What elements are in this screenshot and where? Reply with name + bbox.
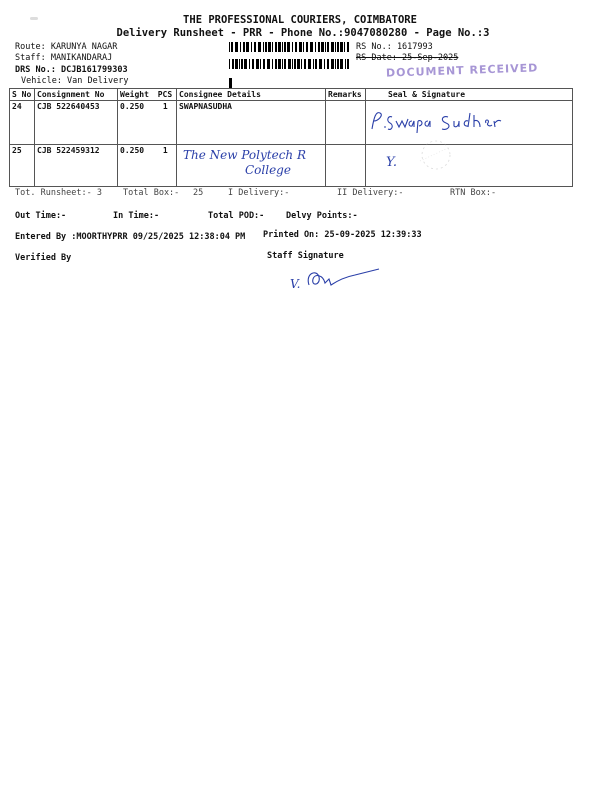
barcode-bar	[229, 59, 230, 69]
staff-signature-label: Staff Signature	[267, 251, 344, 261]
entered-by: Entered By :MOORTHYPRR 09/25/2025 12:38:04 PM	[15, 232, 246, 242]
total-pod: Total POD:-	[208, 211, 265, 221]
barcode-bar	[331, 42, 334, 52]
barcode-bar	[278, 59, 281, 69]
barcode-bar	[315, 59, 317, 69]
barcode-bar	[347, 42, 349, 52]
cell-weight-pcs	[118, 145, 177, 187]
barcode-bar	[306, 42, 308, 52]
total-box-value: 25	[193, 188, 204, 198]
cell-remarks	[326, 101, 366, 145]
barcode-bar	[294, 59, 296, 69]
barcode-bar	[337, 42, 339, 52]
staff-label: Staff: MANIKANDARAJ	[15, 53, 113, 63]
barcode-bar	[315, 42, 316, 52]
col-sno: S No	[10, 89, 35, 101]
barcode-bar	[272, 42, 273, 52]
barcode-bar	[229, 42, 230, 52]
barcode-bar	[327, 59, 329, 69]
tot-runsheet: Tot. Runsheet:- 3	[15, 188, 102, 198]
cell-pcs: 1	[162, 102, 168, 111]
barcode-bar	[292, 42, 293, 52]
col-consignee: Consignee Details	[177, 89, 326, 101]
cell-sno: 24	[10, 101, 35, 145]
barcode-bar	[297, 59, 300, 69]
barcode-bar	[303, 42, 304, 52]
runsheet-subtitle: Delivery Runsheet - PRR - Phone No.:9047080280 - Page No.:3	[116, 27, 490, 39]
col-weight	[118, 89, 177, 101]
cell-consignee: SWAPNASUDHA	[177, 101, 326, 145]
col-seal-signature: Seal & Signature	[366, 89, 573, 101]
barcode-bar	[292, 59, 293, 69]
barcode-bar	[256, 59, 259, 69]
out-time: Out Time:-	[15, 211, 67, 221]
barcode-bar	[263, 42, 264, 52]
barcode-bar	[295, 42, 297, 52]
verified-by: Verified By	[15, 253, 72, 263]
staff-sign-stroke	[287, 265, 387, 300]
barcode-bar	[325, 42, 326, 52]
faint-seal-mark	[406, 137, 486, 173]
cell-consignee	[177, 145, 326, 187]
cell-consignment: CJB 522640453	[35, 101, 118, 145]
barcode-bar	[313, 59, 314, 69]
cell-remarks	[326, 145, 366, 187]
barcode-bar	[244, 59, 247, 69]
barcode-bar	[251, 42, 252, 52]
barcode-bar	[288, 59, 291, 69]
barcode-bar	[340, 59, 343, 69]
barcode-top	[229, 42, 353, 52]
barcode-bar	[324, 59, 325, 69]
barcode-bar	[258, 42, 261, 52]
barcode-bar	[331, 59, 334, 69]
received-stamp: DOCUMENT RECEIVED	[385, 61, 539, 80]
barcode-bar	[299, 42, 302, 52]
in-time: In Time:-	[113, 211, 160, 221]
rtn-box: RTN Box:-	[450, 188, 497, 198]
runsheet-table	[9, 88, 573, 187]
barcode-bar	[287, 42, 290, 52]
barcode-bar	[263, 59, 265, 69]
barcode-bar	[335, 42, 336, 52]
col-consignment: Consignment No	[35, 89, 118, 101]
col-pcs-label: PCS	[157, 90, 173, 99]
barcode-bar	[235, 42, 238, 52]
barcode-bar	[335, 59, 336, 69]
staff-handwritten-signature	[287, 265, 387, 300]
rs-number: RS No.: 1617993	[356, 42, 433, 52]
handwritten-signature-2: Y.	[386, 155, 398, 170]
company-title: THE PROFESSIONAL COURIERS, COIMBATORE	[183, 14, 417, 26]
cell-weight: 0.250	[120, 102, 145, 111]
delvy-points: Delvy Points:-	[286, 211, 358, 221]
barcode-bar	[232, 59, 234, 69]
barcode-bar	[345, 59, 346, 69]
total-box-label: Total Box:-	[123, 188, 180, 198]
barcode-bar	[241, 59, 243, 69]
barcode-bar	[254, 42, 256, 52]
barcode-bar	[284, 42, 286, 52]
barcode-bottom	[229, 59, 353, 69]
table-row	[10, 145, 573, 187]
barcode-bar	[252, 59, 254, 69]
handwritten-consignee-line2: College	[245, 163, 291, 177]
barcode-bar	[337, 59, 339, 69]
barcode-bar	[240, 42, 241, 52]
barcode-bar	[235, 59, 238, 69]
barcode-bar	[321, 42, 324, 52]
barcode-bar	[231, 42, 233, 52]
barcode-bar	[272, 59, 273, 69]
barcode-bar	[340, 42, 343, 52]
ii-delivery: II Delivery:-	[337, 188, 404, 198]
staff-sign-initial: V.	[290, 277, 301, 291]
vehicle-label: Vehicle: Van Delivery	[21, 76, 129, 86]
cell-signature	[366, 145, 573, 187]
barcode-bar	[304, 59, 306, 69]
barcode-bar	[275, 42, 277, 52]
cell-sno: 25	[10, 145, 35, 187]
barcode-bar	[301, 59, 302, 69]
col-remarks: Remarks	[326, 89, 366, 101]
cell-weight-pcs	[118, 101, 177, 145]
handwritten-signature-1	[366, 107, 506, 137]
barcode-bar	[275, 59, 277, 69]
col-weight-label: Weight	[120, 90, 149, 99]
route-label: Route: KARUNYA NAGAR	[15, 42, 118, 52]
barcode-bar	[319, 59, 322, 69]
barcode-bar	[246, 42, 249, 52]
cell-consignment: CJB 522459312	[35, 145, 118, 187]
barcode-bar	[308, 59, 311, 69]
printed-on: Printed On: 25-09-2025 12:39:33	[263, 230, 422, 240]
cell-weight: 0.250	[120, 146, 145, 155]
handwritten-consignee-line1: The New Polytech R	[183, 148, 306, 162]
barcode-bar	[347, 59, 349, 69]
barcode-bar	[249, 59, 250, 69]
rs-date: RS Date: 25-Sep-2025	[356, 53, 459, 63]
barcode-bar	[265, 42, 267, 52]
barcode-bar	[327, 42, 329, 52]
barcode-bar	[243, 42, 245, 52]
drs-number: DRS No.: DCJB161799303	[15, 65, 128, 75]
barcode-bar	[284, 59, 286, 69]
cell-pcs: 1	[162, 146, 168, 155]
barcode-bar	[239, 59, 240, 69]
table-header-row	[10, 89, 573, 101]
barcode-bar	[310, 42, 313, 52]
barcode-bar	[318, 42, 320, 52]
barcode-bar	[267, 59, 270, 69]
barcode-bar	[278, 42, 281, 52]
barcode-bar	[260, 59, 261, 69]
barcode-bar	[268, 42, 271, 52]
barcode-bar	[282, 59, 283, 69]
i-delivery: I Delivery:-	[228, 188, 290, 198]
barcode-bar	[344, 42, 345, 52]
barcode-bar	[229, 78, 232, 88]
barcode-bar	[282, 42, 283, 52]
table-row	[10, 101, 573, 145]
